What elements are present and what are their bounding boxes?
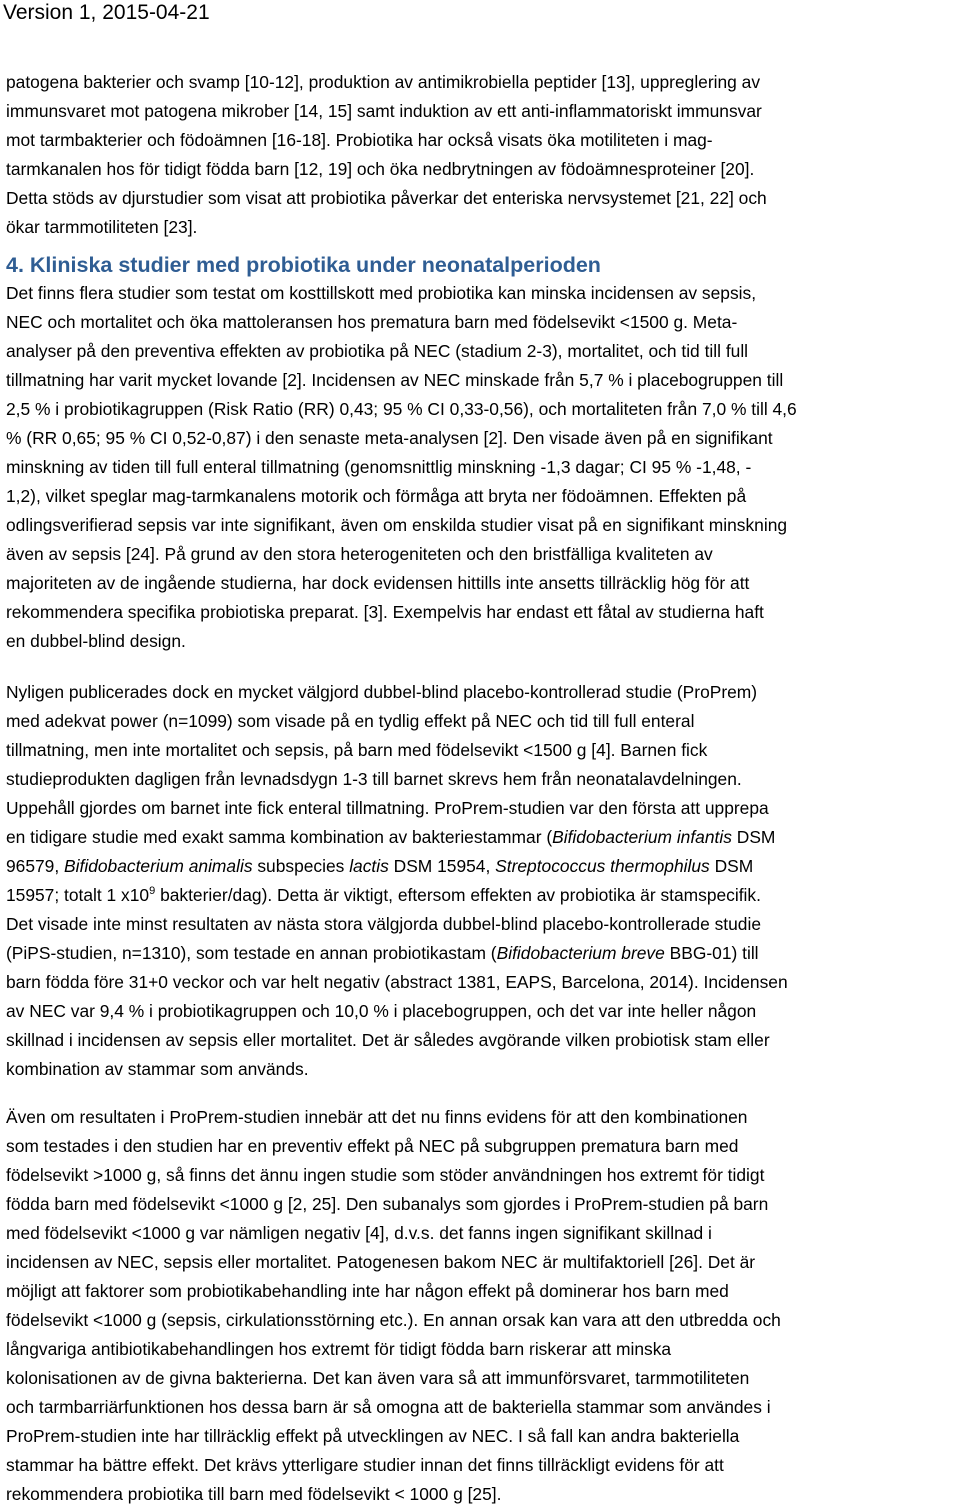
- text-line: incidensen av NEC, sepsis eller mortalitet. Patogenesen bakom NEC är multifaktoriell [26]. Det är: [6, 1252, 756, 1272]
- text-line: NEC och mortalitet och öka mattoleransen hos prematura barn med födelsevikt <1500 g. Meta-: [6, 312, 738, 332]
- species-name: Bifidobacterium breve: [496, 943, 665, 963]
- text-line: tarmkanalen hos för tidigt födda barn [12, 19] och öka nedbrytningen av födoämnesproteiner [20].: [6, 159, 755, 179]
- text-line: Detta stöds av djurstudier som visat att probiotika påverkar det enteriska nervsystemet [21, 22] och: [6, 188, 767, 208]
- text-line: Det finns flera studier som testat om kosttillskott med probiotika kan minska incidensen av sepsis,: [6, 283, 757, 303]
- text-line: [6, 943, 759, 963]
- text-line: 2,5 % i probiotikagruppen (Risk Ratio (RR) 0,43; 95 % CI 0,33-0,56), och mortaliteten från 7,0 % till 4,6: [6, 399, 797, 419]
- text-line: majoriteten av de ingående studierna, har dock evidensen hittills inte ansetts tillräcklig hög för att: [6, 573, 750, 593]
- species-name: Bifidobacterium infantis: [552, 827, 732, 847]
- text-run: DSM 15954,: [388, 856, 496, 876]
- text-line: mot tarmbakterier och födoämnen [16-18]. Probiotika har också visats öka motiliteten i mag-: [6, 130, 713, 150]
- text-line: långvariga antibiotikabehandlingen hos extremt för tidigt födda barn riskerar att minska: [6, 1339, 672, 1359]
- text-line: kombination av stammar som används.: [6, 1059, 309, 1079]
- text-line: immunsvaret mot patogena mikrober [14, 15] samt induktion av ett anti-inflammatoriskt immunsvar: [6, 101, 762, 121]
- text-line: födelsevikt <1000 g (sepsis, cirkulationsstörning etc.). En annan orsak kan vara att den utbredda och: [6, 1310, 781, 1330]
- text-line: skillnad i incidensen av sepsis eller mortalitet. Det är således avgörande vilken probiotisk stam eller: [6, 1030, 770, 1050]
- text-line: med födelsevikt <1000 g var nämligen negativ [4], d.v.s. det fanns ingen signifikant skillnad i: [6, 1223, 712, 1243]
- species-name: lactis: [349, 856, 389, 876]
- text-run: (PiPS-studien, n=1310), som testade en annan probiotikastam (: [6, 943, 497, 963]
- species-name: Bifidobacterium animalis: [64, 856, 253, 876]
- text-line: Även om resultaten i ProPrem-studien innebär att det nu finns evidens för att den kombinationen: [6, 1107, 748, 1127]
- text-line: med adekvat power (n=1099) som visade på en tydlig effekt på NEC och tid till full enteral: [6, 711, 695, 731]
- species-name: Streptococcus thermophilus: [495, 856, 710, 876]
- text-line: Nyligen publicerades dock en mycket välgjord dubbel-blind placebo-kontrollerad studie (ProPrem): [6, 682, 758, 702]
- text-line: ProPrem-studien inte har tillräcklig effekt på utvecklingen av NEC. I så fall kan andra bakteriella: [6, 1426, 740, 1446]
- text-run: DSM: [731, 827, 776, 847]
- text-line: stammar ha bättre effekt. Det krävs ytterligare studier innan det finns tillräckligt evidens för att: [6, 1455, 724, 1475]
- text-line: rekommendera specifika probiotiska preparat. [3]. Exempelvis har endast ett fåtal av studierna haft: [6, 602, 764, 622]
- text-line: ökar tarmmotiliteten [23].: [6, 217, 198, 237]
- text-line: kolonisationen av de givna bakterierna. Det kan även vara så att immunförsvaret, tarmmotiliteten: [6, 1368, 750, 1388]
- text-line: som testades i den studien har en preventiv effekt på NEC på subgruppen prematura barn med: [6, 1136, 739, 1156]
- text-run: subspecies: [252, 856, 350, 876]
- document-body: [6, 68, 956, 1509]
- text-line: Det visade inte minst resultaten av nästa stora välgjorda dubbel-blind placebo-kontrollerade studie: [6, 914, 761, 934]
- text-line: och tarmbarriärfunktionen hos dessa barn är så omogna att de bakteriella stammar som användes i: [6, 1397, 771, 1417]
- text-line: möjligt att faktorer som probiotikabehandling inte har någon effekt på dominerar hos barn med: [6, 1281, 729, 1301]
- text-line: födda barn med födelsevikt <1000 g [2, 25]. Den subanalys som gjordes i ProPrem-studien på barn: [6, 1194, 769, 1214]
- text-line: [6, 885, 761, 905]
- text-line: patogena bakterier och svamp [10-12], produktion av antimikrobiella peptider [13], uppreglering av: [6, 72, 761, 92]
- text-line: [6, 827, 775, 847]
- text-run: 15957; totalt 1 x10: [6, 885, 150, 905]
- text-line: % (RR 0,65; 95 % CI 0,52-0,87) i den senaste meta-analysen [2]. Den visade även på en signifikant: [6, 428, 773, 448]
- paragraph-probiotics-mechanisms: [6, 68, 956, 242]
- text-line: tillmatning har varit mycket lovande [2]. Incidensen av NEC minskade från 5,7 % i placebogruppen till: [6, 370, 784, 390]
- text-run: en tidigare studie med exakt samma kombination av bakteriestammar (: [6, 827, 553, 847]
- text-run: bakterier/dag). Detta är viktigt, eftersom effekten av probiotika är stamspecifik.: [155, 885, 761, 905]
- text-line: födelsevikt >1000 g, så finns det ännu ingen studie som stöder användningen hos extremt för tidigt: [6, 1165, 765, 1185]
- text-line: av NEC var 9,4 % i probiotikagruppen och 10,0 % i placebogruppen, och det var inte heller någon: [6, 1001, 757, 1021]
- text-line: [6, 856, 753, 876]
- text-line: minskning av tiden till full enteral tillmatning (genomsnittlig minskning -1,3 dagar; CI 95 % -1,48, -: [6, 457, 752, 477]
- text-line: studieprodukten dagligen från levnadsdygn 1-3 till barnet skrevs hem från neonatalavdelningen.: [6, 769, 742, 789]
- text-run: BBG-01) till: [664, 943, 759, 963]
- section-heading-clinical-studies: 4. Kliniska studier med probiotika under neonatalperioden: [6, 253, 601, 277]
- text-line: barn födda före 31+0 veckor och var helt negativ (abstract 1381, EAPS, Barcelona, 2014). Incidensen: [6, 972, 788, 992]
- text-line: Uppehåll gjordes om barnet inte fick enteral tillmatning. ProPrem-studien var den första att upprepa: [6, 798, 769, 818]
- paragraph-proprem-study: [6, 678, 956, 1084]
- text-line: en dubbel-blind design.: [6, 631, 186, 651]
- text-line: analyser på den preventiva effekten av probiotika på NEC (stadium 2-3), mortalitet, och tid till full: [6, 341, 749, 361]
- document-version-header: Version 1, 2015-04-21: [3, 1, 210, 24]
- paragraph-low-birthweight: [6, 1103, 956, 1509]
- exponent: 9: [149, 885, 156, 897]
- text-run: 96579,: [6, 856, 65, 876]
- text-line: tillmatning, men inte mortalitet och sepsis, på barn med födelsevikt <1500 g [4]. Barnen fick: [6, 740, 708, 760]
- text-line: 1,2), vilket speglar mag-tarmkanalens motorik och förmåga att bryta ner födoämnen. Effekten på: [6, 486, 747, 506]
- text-run: DSM: [709, 856, 754, 876]
- text-line: rekommendera probiotika till barn med födelsevikt < 1000 g [25].: [6, 1484, 502, 1504]
- text-line: odlingsverifierad sepsis var inte signifikant, även om enskilda studier visat på en signifikant minskning: [6, 515, 788, 535]
- text-line: även av sepsis [24]. På grund av den stora heterogeniteten och den bristfälliga kvaliteten av: [6, 544, 713, 564]
- paragraph-clinical-studies: [6, 279, 956, 656]
